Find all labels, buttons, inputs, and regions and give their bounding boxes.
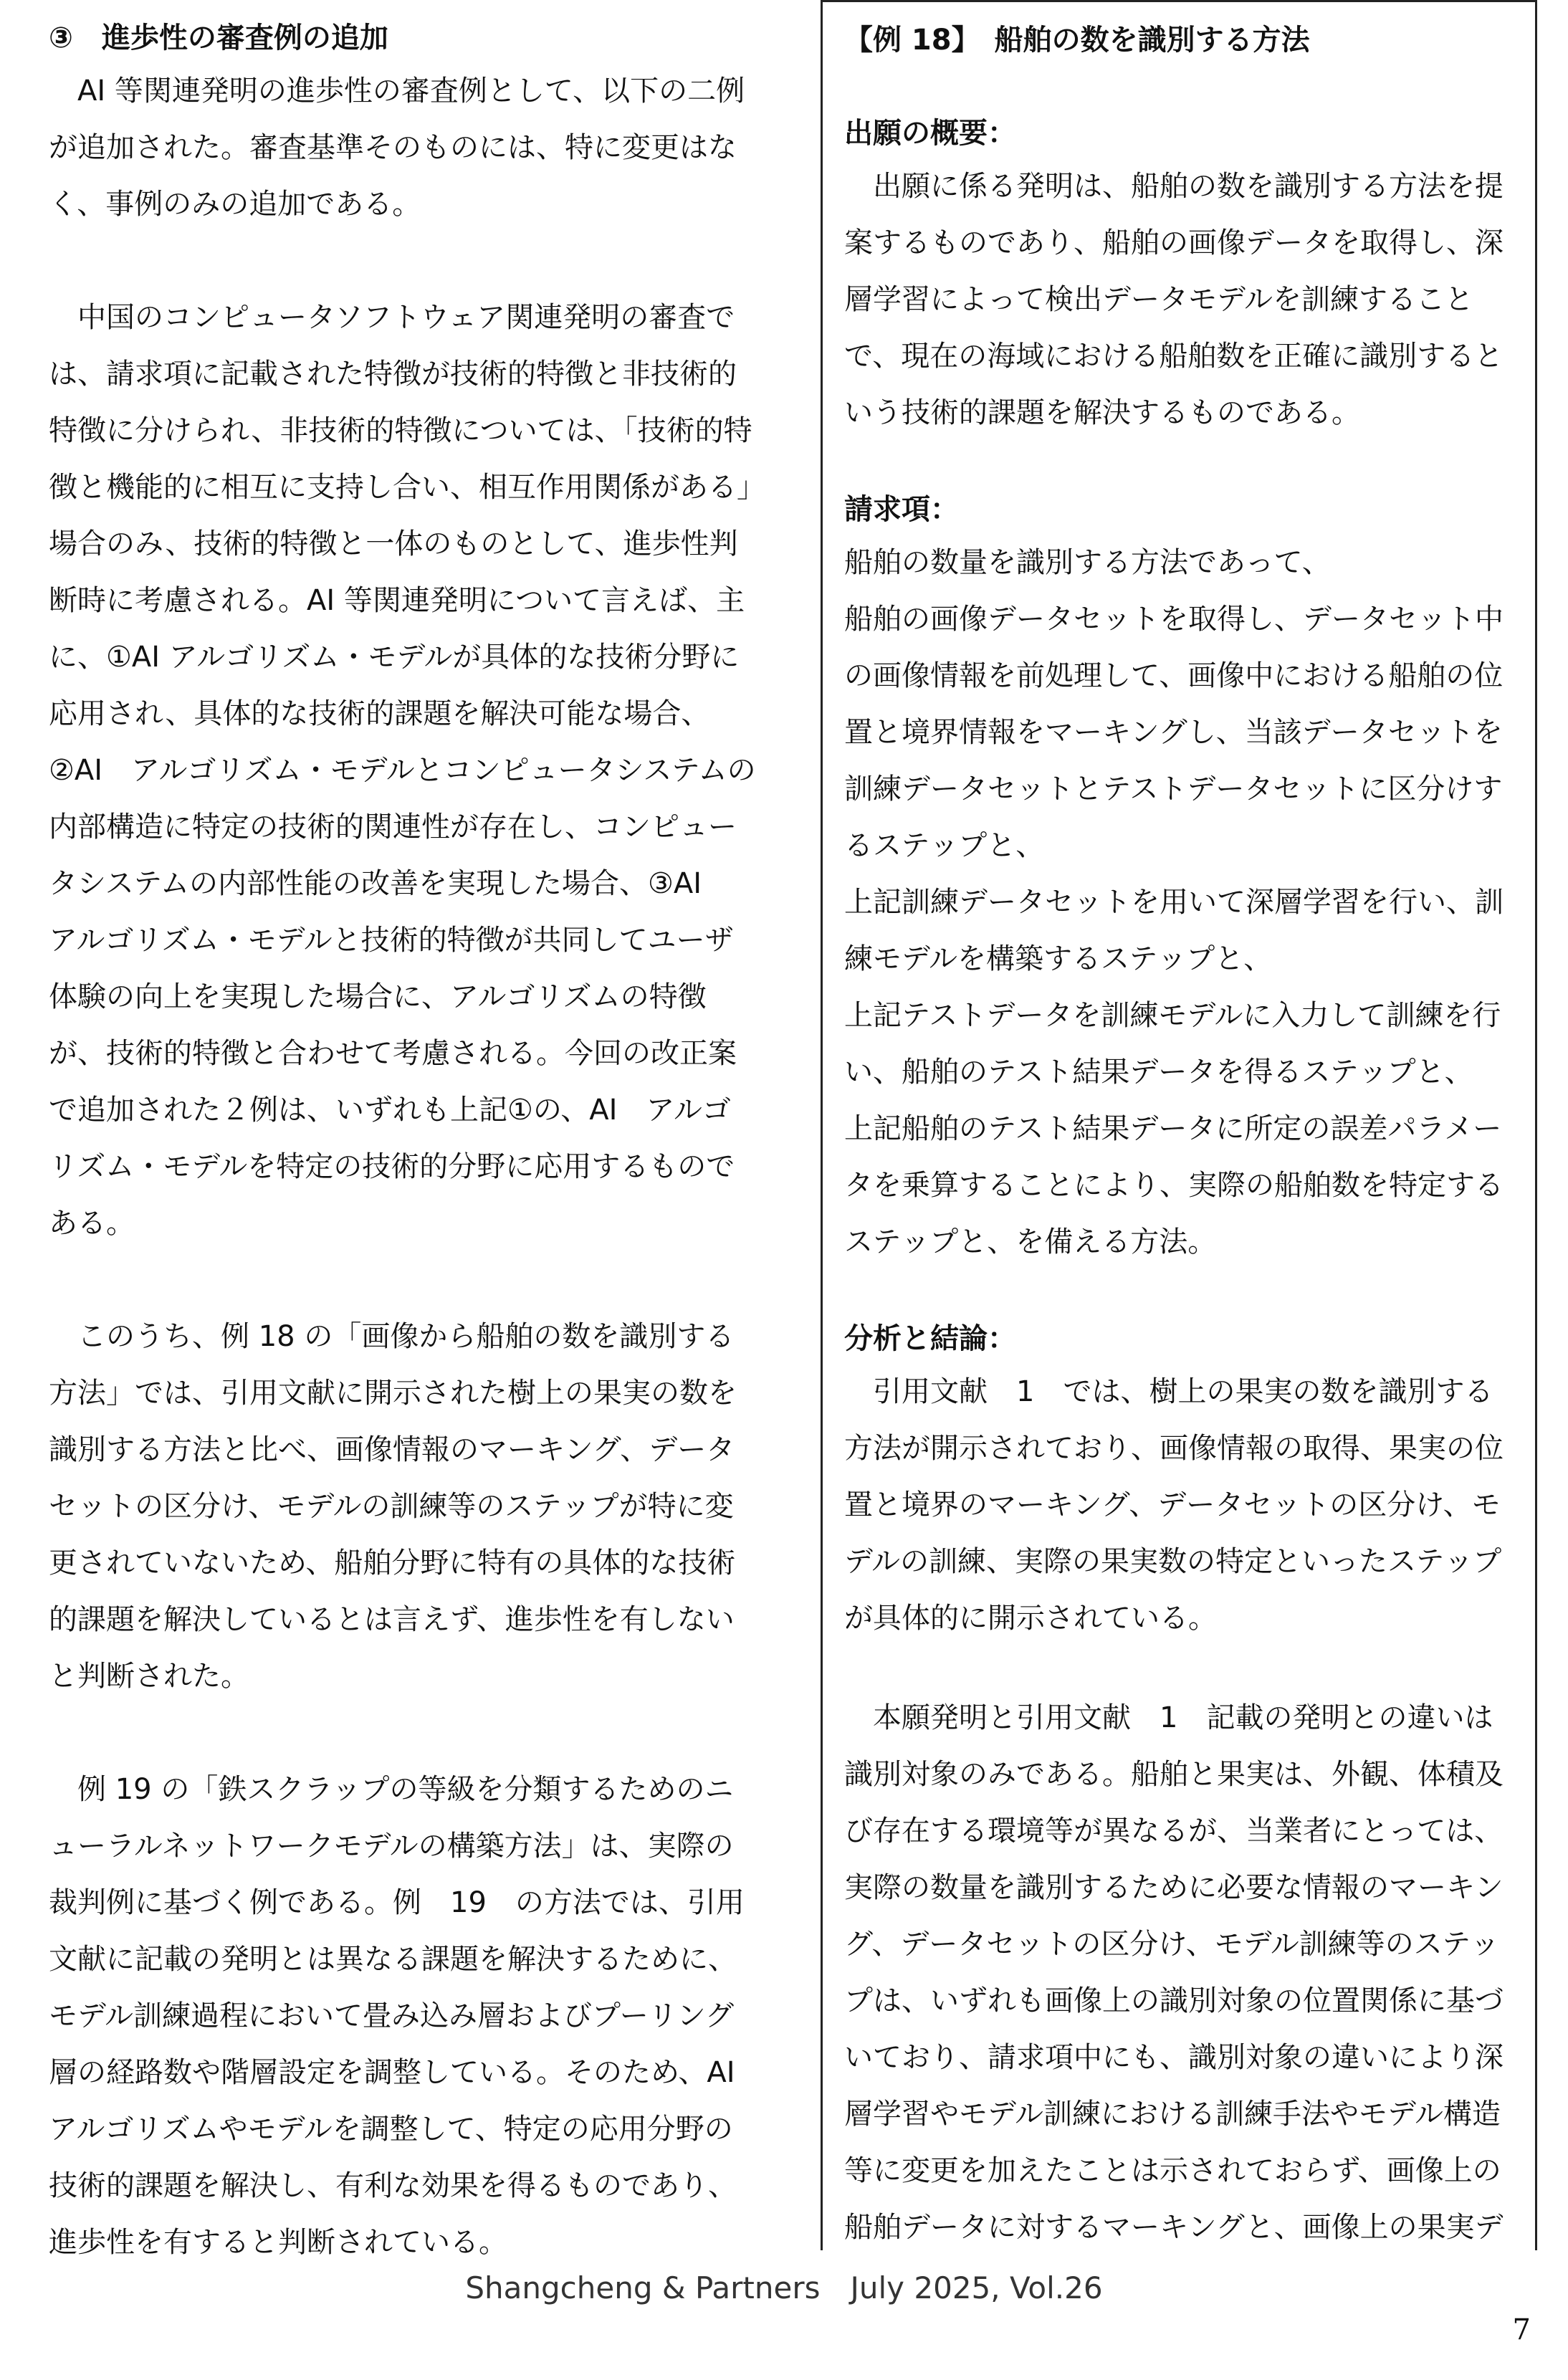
overview-text: 出願に係る発明は、船舶の数を識別する方法を提案するものであり、船舶の画像データを取得し、深層学習によって検出データモデルを訓練することで、現在の海域における船舶数を正確に識別するという技術的課題を解決するものである。 (844, 170, 1504, 429)
example19-summary-paragraph: 例 19 の「鉄スクラップの等級を分類するためのニューラルネットワークモデルの構築方法」は、実際の裁判例に基づく例である。例 19 の方法では、引用文献に記載の発明とは異なる課題を解決するために、モデル訓練過程において畳み込み層およびプーリング層の経路数や階層設定を調整している。そのため、AI アルゴリズムやモデルを調整して、特定の応用分野の技術的課題を解決し、有利な効果を得るものであり、進歩性を有すると判断されている。 (49, 1773, 745, 2259)
footer-publication: Shangcheng & Partners July 2025, Vol.26 (465, 2270, 1103, 2305)
intro-paragraph: AI 等関連発明の進歩性の審査例として、以下の二例が追加された。審査基準そのものには、特に変更はなく、事例のみの追加である。 (49, 75, 745, 221)
spacer (844, 1647, 1516, 1690)
spacer (49, 233, 758, 290)
spacer (49, 1252, 758, 1309)
section-heading: ③ 進歩性の審査例の追加 (49, 21, 388, 54)
background-paragraph: 中国のコンピュータソフトウェア関連発明の審査では、請求項に記載された特徴が技術的特徴と非技術的特徴に分けられ、非技術的特徴については、「技術的特徴と機能的に相互に支持し合い、相互作用関係がある」場合のみ、技術的特徴と一体のものとして、進歩性判断時に考慮される。AI 等関連発明について言えば、主に、①AI アルゴリズム・モデルが具体的な技術分野に応用され、具体的な技術的課題を解決可能な場合、②AI アルゴリズム・モデルとコンピュータシステムの内部構造に特定の技術的関連性が存在し、コンピュータシステムの内部性能の改善を実現した場合、③AI アルゴリズム・モデルと技術的特徴が共同してユーザ体験の向上を実現した場合に、アルゴリズムの特徴が、技術的特徴と合わせて考慮される。今回の改正案で追加された２例は、いずれも上記①の、AI アルゴリズム・モデルを特定の技術的分野に応用するものである。 (49, 301, 756, 1240)
left-column (49, 13, 758, 2271)
example18-summary-paragraph: このうち、例 18 の「画像から船舶の数を識別する方法」では、引用文献に開示された樹上の果実の数を識別する方法と比べ、画像情報のマーキング、データセットの区分け、モデルの訓練等のステップが特に変更されていないため、船舶分野に特有の具体的な技術的課題を解決しているとは言えず、進歩性を有しないと判断された。 (49, 1320, 737, 1693)
claims-heading: 請求項： (844, 493, 959, 526)
spacer (844, 441, 1516, 484)
example-box (821, 0, 1537, 2250)
claim-line: 船舶の数量を識別する方法であって、 (844, 546, 1331, 579)
claim-line: 船舶の画像データセットを取得し、データセット中の画像情報を前処理して、画像中における船舶の位置と境界情報をマーキングし、当該データセットを訓練データセットとテストデータセットに区分けするステップと、 (844, 603, 1504, 862)
analysis-paragraph: 引用文献 1 では、樹上の果実の数を識別する方法が開示されており、画像情報の取得、果実の位置と境界のマーキング、データセットの区分け、モデルの訓練、実際の果実数の特定といったステップが具体的に開示されている。 (844, 1375, 1504, 1635)
analysis-paragraph: 本願発明と引用文献 1 記載の発明との違いは識別対象のみである。船舶と果実は、外観、体積及び存在する環境等が異なるが、当業者にとっては、実際の数量を識別するために必要な情報のマーキング、データセットの区分け、モデル訓練等のステップは、いずれも画像上の識別対象の位置関係に基づいており、請求項中にも、識別対象の違いにより深層学習やモデル訓練における訓練手法やモデル構造等に変更を加えたことは示されておらず、画像上の船舶データに対するマーキングと、画像上の果実デ (844, 1701, 1504, 2244)
overview-heading: 出願の概要： (844, 117, 1016, 150)
example-title: 【例 18】 船舶の数を識別する方法 (844, 24, 1310, 57)
claim-line: 上記訓練データセットを用いて深層学習を行い、訓練モデルを構築するステップと、 (844, 886, 1504, 975)
spacer (49, 1705, 758, 1762)
analysis-heading: 分析と結論： (844, 1322, 1016, 1355)
spacer (844, 65, 1516, 108)
page-number: 7 (1512, 2313, 1531, 2346)
claim-line: 上記船舶のテスト結果データに所定の誤差パラメータを乗算することにより、実際の船舶数を特定するステップと、を備える方法。 (844, 1112, 1504, 1258)
spacer (844, 1271, 1516, 1314)
claim-line: 上記テストデータを訓練モデルに入力して訓練を行い、船舶のテスト結果データを得るステップと、 (844, 999, 1501, 1089)
